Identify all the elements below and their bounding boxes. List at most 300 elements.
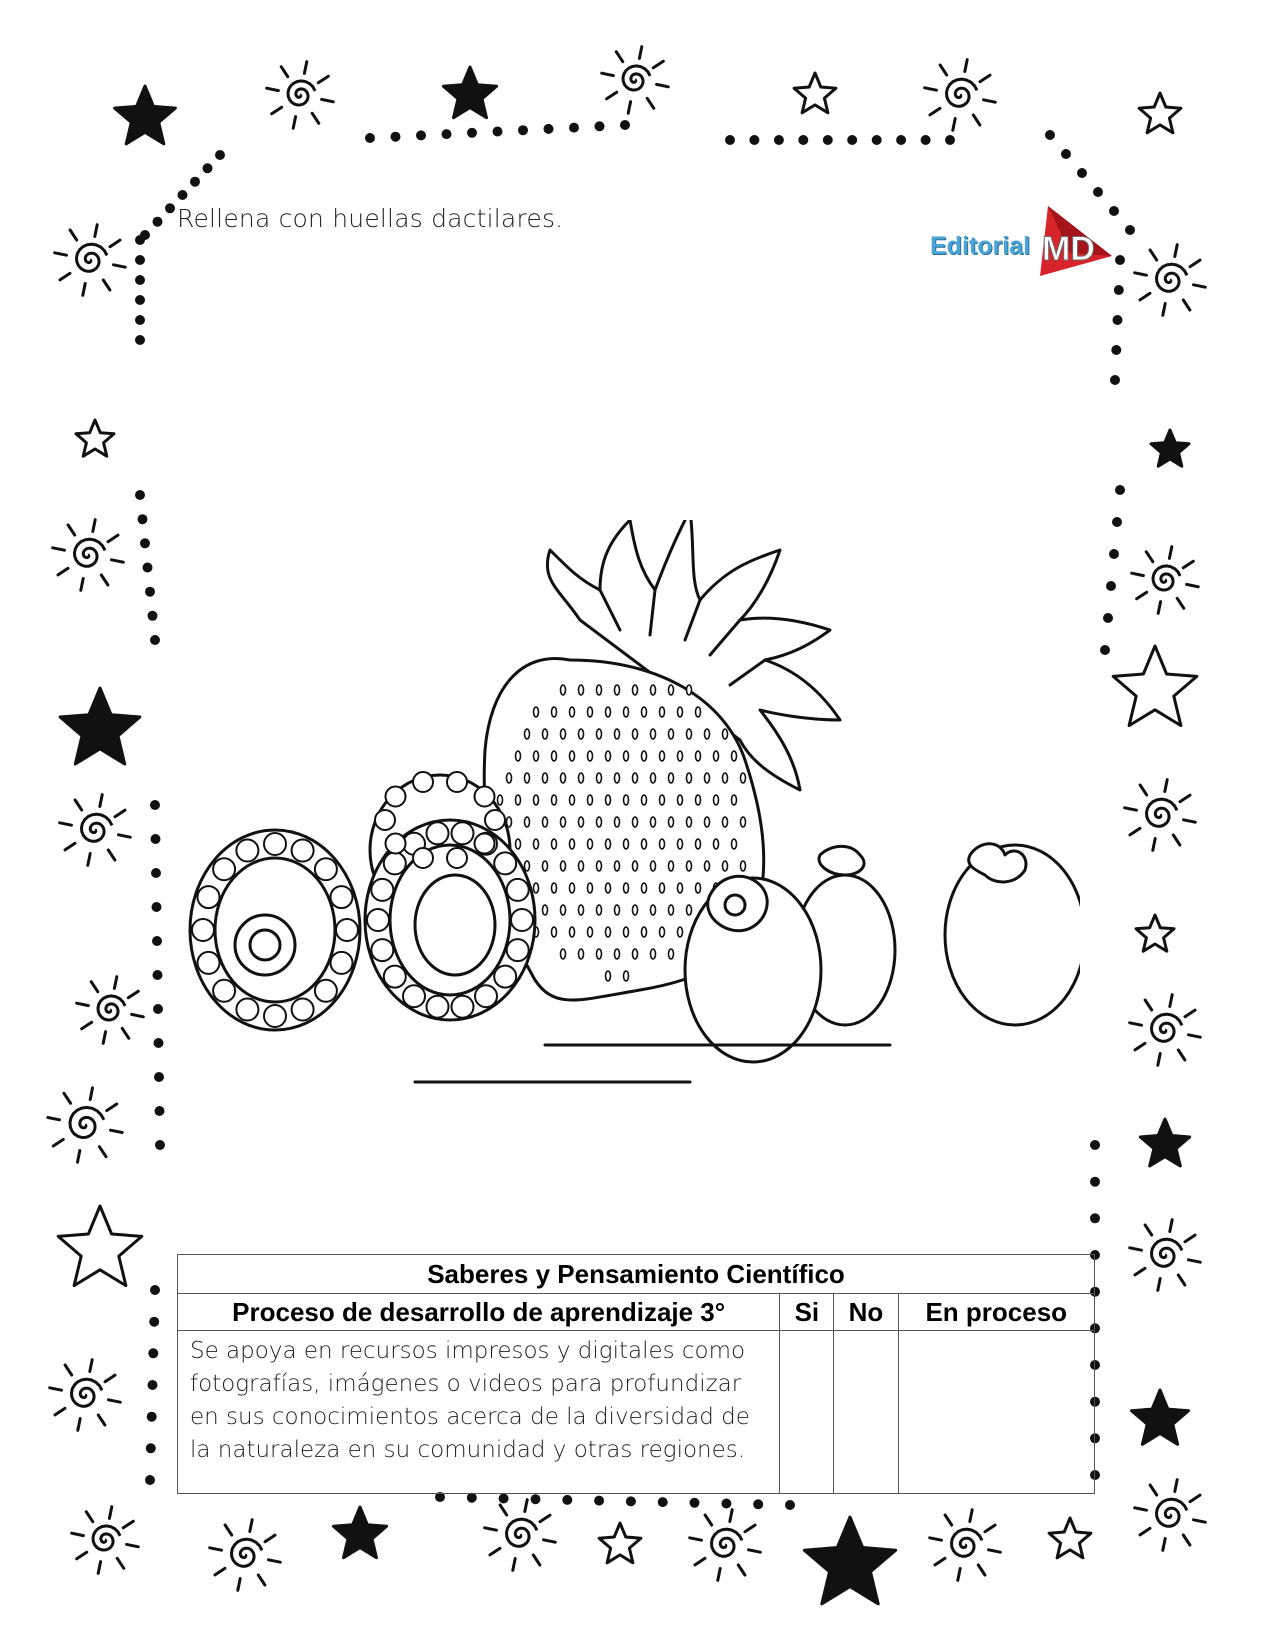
dotted-line <box>416 130 426 140</box>
strawberry-seed <box>714 795 719 805</box>
sun-icon <box>930 1510 1001 1581</box>
strawberry-seed <box>579 817 584 827</box>
star-icon <box>58 1206 142 1286</box>
dotted-line <box>1112 517 1122 527</box>
strawberry-seed <box>615 729 620 739</box>
strawberry-seed <box>678 707 683 717</box>
dotted-line <box>135 295 145 305</box>
raspberry-drupelet <box>447 772 467 792</box>
dotted-line <box>165 203 175 213</box>
sun-icon <box>690 1510 761 1581</box>
table-title: Saberes y Pensamiento Científico <box>178 1255 1095 1294</box>
strawberry-seed <box>534 707 539 717</box>
dotted-line <box>1113 315 1123 325</box>
dotted-line <box>143 563 153 573</box>
strawberry-seed <box>741 773 746 783</box>
star-icon <box>1151 430 1189 466</box>
strawberry-seed <box>678 927 683 937</box>
strawberry-seed <box>579 905 584 915</box>
dotted-line <box>1077 168 1087 178</box>
strawberry-seed <box>642 751 647 761</box>
strawberry-seed <box>660 795 665 805</box>
dotted-line <box>140 538 150 548</box>
strawberry-seed <box>525 729 530 739</box>
raspberry-drupelet <box>427 996 449 1018</box>
strawberry-seed <box>552 707 557 717</box>
strawberry-seed <box>696 795 701 805</box>
strawberry-seed <box>669 905 674 915</box>
dotted-line <box>155 1106 165 1116</box>
dotted-line <box>531 1494 541 1504</box>
strawberry-seed <box>651 949 656 959</box>
dotted-line <box>847 135 857 145</box>
header-process: Proceso de desarrollo de aprendizaje 3° <box>178 1294 780 1331</box>
learning-description: Se apoya en recursos impresos y digitales como fotografías, imágenes o videos para profundizar en sus conocimientos acerca de la diversidad de la naturaleza en su comunidad y otras regiones. <box>178 1331 780 1494</box>
dotted-line <box>1109 549 1119 559</box>
strawberry-seed <box>687 729 692 739</box>
star-icon <box>1139 93 1181 133</box>
dotted-line <box>1061 149 1071 159</box>
strawberry-seed <box>561 949 566 959</box>
strawberry-seed <box>606 883 611 893</box>
sun-icon <box>1132 547 1199 614</box>
checkbox-en-proceso-cell[interactable] <box>898 1331 1094 1494</box>
dotted-line <box>658 1497 668 1507</box>
dotted-line <box>149 1317 159 1327</box>
raspberry-drupelet <box>264 833 286 855</box>
dotted-line <box>569 123 579 133</box>
strawberry-seed <box>525 861 530 871</box>
raspberry-drupelet <box>511 909 533 931</box>
dotted-line <box>493 127 503 137</box>
strawberry-seed <box>669 685 674 695</box>
raspberry-drupelet <box>413 848 433 868</box>
raspberry-drupelet <box>494 966 516 988</box>
dotted-line <box>1090 1177 1100 1187</box>
raspberry-drupelet <box>315 858 337 880</box>
raspberry-drupelet <box>386 787 406 807</box>
strawberry-seed <box>678 751 683 761</box>
strawberry-seed <box>615 861 620 871</box>
instruction-text: Rellena con huellas dactilares. <box>177 204 564 233</box>
raspberry-drupelet <box>336 919 358 941</box>
strawberry-seed <box>687 905 692 915</box>
dotted-line <box>135 335 145 345</box>
editorial-md-logo <box>930 198 1130 288</box>
strawberry-seed <box>696 839 701 849</box>
sun-icon <box>77 977 144 1044</box>
dotted-line <box>620 120 630 130</box>
dotted-line <box>153 970 163 980</box>
raspberry-drupelet <box>386 834 406 854</box>
strawberry-seed <box>606 795 611 805</box>
dotted-line <box>823 135 833 145</box>
raspberry-drupelet <box>452 996 474 1018</box>
dotted-line <box>178 190 188 200</box>
dotted-line <box>152 936 162 946</box>
dotted-line <box>1090 1213 1100 1223</box>
dotted-line <box>154 1038 164 1048</box>
strawberry-seed <box>570 883 575 893</box>
dotted-line <box>1045 130 1055 140</box>
sun-icon <box>53 520 124 591</box>
dotted-line <box>945 135 955 145</box>
strawberry-seed <box>534 839 539 849</box>
strawberry-seed <box>579 685 584 695</box>
strawberry-seed <box>624 795 629 805</box>
dotted-line <box>594 1496 604 1506</box>
strawberry-seed <box>696 707 701 717</box>
strawberry-seed <box>651 817 656 827</box>
raspberry-drupelet <box>447 848 467 868</box>
strawberry-seed <box>687 817 692 827</box>
strawberry-seed <box>588 751 593 761</box>
strawberry-seed <box>615 685 620 695</box>
strawberry-seed <box>543 729 548 739</box>
dotted-line <box>1115 485 1125 495</box>
star-icon <box>794 73 836 113</box>
dotted-line <box>146 1443 156 1453</box>
star-icon <box>60 688 140 764</box>
dotted-line <box>1093 187 1103 197</box>
raspberry-drupelet <box>198 952 220 974</box>
strawberry-seed <box>597 905 602 915</box>
star-icon <box>1140 1119 1189 1166</box>
dotted-line <box>153 217 163 227</box>
dotted-line <box>135 235 145 245</box>
strawberry-seed <box>732 751 737 761</box>
dotted-line <box>721 1499 731 1509</box>
dotted-line <box>753 1499 763 1509</box>
sun-icon <box>48 1088 122 1162</box>
strawberry-seed <box>633 817 638 827</box>
header-si: Si <box>780 1294 834 1331</box>
strawberry-seed <box>543 817 548 827</box>
strawberry-seed <box>588 795 593 805</box>
dotted-line <box>626 1496 636 1506</box>
strawberry-seed <box>579 773 584 783</box>
checkbox-si-cell[interactable] <box>780 1331 834 1494</box>
dotted-line <box>150 635 160 645</box>
dotted-line <box>138 514 148 524</box>
raspberry-drupelet <box>292 999 314 1021</box>
strawberry-seed <box>516 795 521 805</box>
dotted-line <box>785 1500 795 1510</box>
dotted-line <box>467 1493 477 1503</box>
strawberry-seed <box>570 707 575 717</box>
dotted-line <box>690 1498 700 1508</box>
strawberry-seed <box>570 927 575 937</box>
dotted-line <box>135 490 145 500</box>
raspberry-drupelet <box>475 834 495 854</box>
star-icon <box>1113 646 1197 726</box>
strawberry-seed <box>633 685 638 695</box>
raspberry-drupelet <box>236 840 258 862</box>
raspberry-drupelet <box>494 852 516 874</box>
sun-icon <box>50 1360 121 1431</box>
dotted-line <box>798 135 808 145</box>
strawberry-seed <box>633 729 638 739</box>
strawberry-seed <box>669 949 674 959</box>
strawberry-seed <box>642 839 647 849</box>
strawberry-seed <box>597 949 602 959</box>
logo-mark-icon <box>1030 198 1130 288</box>
strawberry-seed <box>633 861 638 871</box>
strawberry-seed <box>678 839 683 849</box>
strawberry-seed <box>624 971 629 981</box>
dotted-line <box>150 1285 160 1295</box>
raspberry-drupelet <box>384 852 406 874</box>
sun-icon <box>1135 1480 1206 1551</box>
strawberry-seed <box>588 707 593 717</box>
strawberry-seed <box>642 795 647 805</box>
strawberry-seed <box>597 861 602 871</box>
strawberry-seed <box>651 905 656 915</box>
star-icon <box>333 1507 386 1558</box>
raspberry-drupelet <box>375 810 395 830</box>
strawberry-seed <box>696 883 701 893</box>
dotted-line <box>1111 345 1121 355</box>
raspberry-drupelet <box>198 886 220 908</box>
strawberry-seed <box>561 817 566 827</box>
strawberry-seed <box>561 905 566 915</box>
dotted-line <box>544 124 554 134</box>
strawberry-seed <box>516 751 521 761</box>
strawberry-seed <box>669 729 674 739</box>
dotted-line <box>1110 375 1120 385</box>
star-icon <box>599 1523 641 1563</box>
strawberry-seed <box>615 817 620 827</box>
dotted-line <box>154 1072 164 1082</box>
strawberry-seed <box>651 861 656 871</box>
dotted-line <box>518 125 528 135</box>
sun-icon <box>55 225 126 296</box>
sun-icon <box>1135 245 1206 316</box>
strawberry-seed <box>642 883 647 893</box>
sun-icon <box>1130 1220 1201 1291</box>
strawberry-seed <box>597 773 602 783</box>
strawberry-seed <box>588 927 593 937</box>
strawberry-seed <box>615 773 620 783</box>
raspberry-drupelet <box>331 952 353 974</box>
strawberry-seed <box>642 707 647 717</box>
strawberry-seed <box>624 751 629 761</box>
strawberry-seed <box>732 839 737 849</box>
strawberry-seed <box>705 817 710 827</box>
dotted-line <box>152 902 162 912</box>
strawberry-seed <box>633 773 638 783</box>
raspberry-drupelet <box>413 772 433 792</box>
strawberry-seed <box>660 751 665 761</box>
logo-text: Editorial <box>930 232 1031 260</box>
strawberry-seed <box>534 795 539 805</box>
dotted-line <box>896 135 906 145</box>
dotted-line <box>391 132 401 142</box>
dotted-line <box>135 255 145 265</box>
strawberry-seed <box>552 839 557 849</box>
raspberry-drupelet <box>264 1005 286 1027</box>
strawberry-seed <box>498 795 503 805</box>
dotted-line <box>153 1004 163 1014</box>
raspberry-drupelet <box>371 939 393 961</box>
dotted-line <box>774 135 784 145</box>
dotted-line <box>145 1475 155 1485</box>
strawberry-seed <box>651 773 656 783</box>
strawberry-seed <box>606 839 611 849</box>
strawberry-seed <box>606 971 611 981</box>
strawberry-seed <box>687 773 692 783</box>
strawberry-seed <box>669 861 674 871</box>
dotted-line <box>203 163 213 173</box>
sun-icon <box>72 1507 139 1574</box>
strawberry-seed <box>723 773 728 783</box>
strawberry-seed <box>660 883 665 893</box>
strawberry-seed <box>624 883 629 893</box>
strawberry-seed <box>624 839 629 849</box>
strawberry-seed <box>732 795 737 805</box>
strawberry-seed <box>570 751 575 761</box>
table-row <box>178 1331 1095 1494</box>
strawberry-seed <box>633 949 638 959</box>
sun-icon <box>925 60 996 131</box>
raspberry-drupelet <box>236 999 258 1021</box>
strawberry-seed <box>669 817 674 827</box>
strawberry-seed <box>543 773 548 783</box>
strawberry-seed <box>741 861 746 871</box>
strawberry-seed <box>588 883 593 893</box>
dotted-line <box>147 1412 157 1422</box>
dotted-line <box>190 177 200 187</box>
dotted-line <box>135 315 145 325</box>
raspberry-icon <box>190 830 360 1030</box>
raspberry-drupelet <box>371 879 393 901</box>
strawberry-seed <box>606 927 611 937</box>
sun-icon <box>1130 995 1201 1066</box>
strawberry-seed <box>552 927 557 937</box>
dotted-line <box>145 587 155 597</box>
dotted-line <box>749 135 759 145</box>
raspberry-drupelet <box>213 980 235 1002</box>
strawberry-seed <box>561 773 566 783</box>
header-no: No <box>834 1294 898 1331</box>
strawberry-seed <box>543 905 548 915</box>
dotted-line <box>148 611 158 621</box>
strawberry-seed <box>651 729 656 739</box>
sun-icon <box>60 795 131 866</box>
strawberry-seed <box>669 773 674 783</box>
sun-icon <box>267 62 334 129</box>
strawberry-seed <box>696 751 701 761</box>
dotted-line <box>148 1348 158 1358</box>
strawberry-seed <box>597 685 602 695</box>
strawberry-seed <box>552 751 557 761</box>
strawberry-seed <box>660 707 665 717</box>
dotted-line <box>151 868 161 878</box>
strawberry-seed <box>714 751 719 761</box>
strawberry-seed <box>705 773 710 783</box>
strawberry-seed <box>714 839 719 849</box>
strawberry-seed <box>687 685 692 695</box>
dotted-line <box>467 128 477 138</box>
strawberry-seed <box>606 751 611 761</box>
strawberry-seed <box>507 773 512 783</box>
dotted-line <box>215 150 225 160</box>
star-icon <box>443 67 496 118</box>
strawberry-seed <box>597 817 602 827</box>
dotted-line <box>499 1494 509 1504</box>
strawberry-seed <box>705 729 710 739</box>
strawberry-seed <box>660 839 665 849</box>
strawberry-seed <box>624 707 629 717</box>
header-en-proceso: En proceso <box>898 1294 1094 1331</box>
strawberry-seed <box>678 883 683 893</box>
star-icon <box>1132 1390 1189 1444</box>
dotted-line <box>1106 581 1116 591</box>
strawberry-seed <box>633 905 638 915</box>
raspberry-drupelet <box>403 985 425 1007</box>
raspberry-drupelet <box>427 822 449 844</box>
svg-text:MD: MD <box>1042 230 1095 268</box>
dotted-line <box>1103 613 1113 623</box>
dotted-line <box>155 1140 165 1150</box>
sun-icon <box>210 1520 281 1591</box>
dotted-line <box>872 135 882 145</box>
dotted-line <box>365 133 375 143</box>
raspberry-drupelet <box>475 787 495 807</box>
dotted-line <box>921 135 931 145</box>
raspberry-drupelet <box>507 939 529 961</box>
checkbox-no-cell[interactable] <box>834 1331 898 1494</box>
star-icon <box>76 420 114 456</box>
strawberry-seed <box>723 817 728 827</box>
strawberry-seed <box>543 861 548 871</box>
strawberry-seed <box>660 927 665 937</box>
strawberry-seed <box>525 817 530 827</box>
strawberry-seed <box>552 795 557 805</box>
sun-icon <box>602 47 669 114</box>
strawberry-seed <box>561 861 566 871</box>
dotted-line <box>1100 645 1110 655</box>
strawberry-seed <box>687 861 692 871</box>
star-icon <box>804 1517 895 1604</box>
raspberry-drupelet <box>475 985 497 1007</box>
raspberry-drupelet <box>331 886 353 908</box>
strawberry-seed <box>570 795 575 805</box>
strawberry-seed <box>678 795 683 805</box>
strawberry-seed <box>579 861 584 871</box>
raspberry-drupelet <box>292 840 314 862</box>
strawberry-seed <box>723 729 728 739</box>
strawberry-seed <box>741 817 746 827</box>
strawberry-seed <box>525 773 530 783</box>
strawberry-seed <box>606 707 611 717</box>
strawberry-seed <box>642 927 647 937</box>
dotted-line <box>442 129 452 139</box>
strawberry-seed <box>534 883 539 893</box>
strawberry-seed <box>651 685 656 695</box>
dotted-line <box>148 1380 158 1390</box>
strawberry-seed <box>597 729 602 739</box>
raspberry-drupelet <box>315 980 337 1002</box>
dotted-line <box>562 1495 572 1505</box>
strawberry-seed <box>624 927 629 937</box>
sun-icon <box>485 1500 556 1571</box>
raspberry-drupelet <box>507 879 529 901</box>
raspberry-drupelet <box>192 919 214 941</box>
strawberry-seed <box>561 685 566 695</box>
blueberry-icon <box>685 844 1080 1062</box>
strawberry-seed <box>579 729 584 739</box>
